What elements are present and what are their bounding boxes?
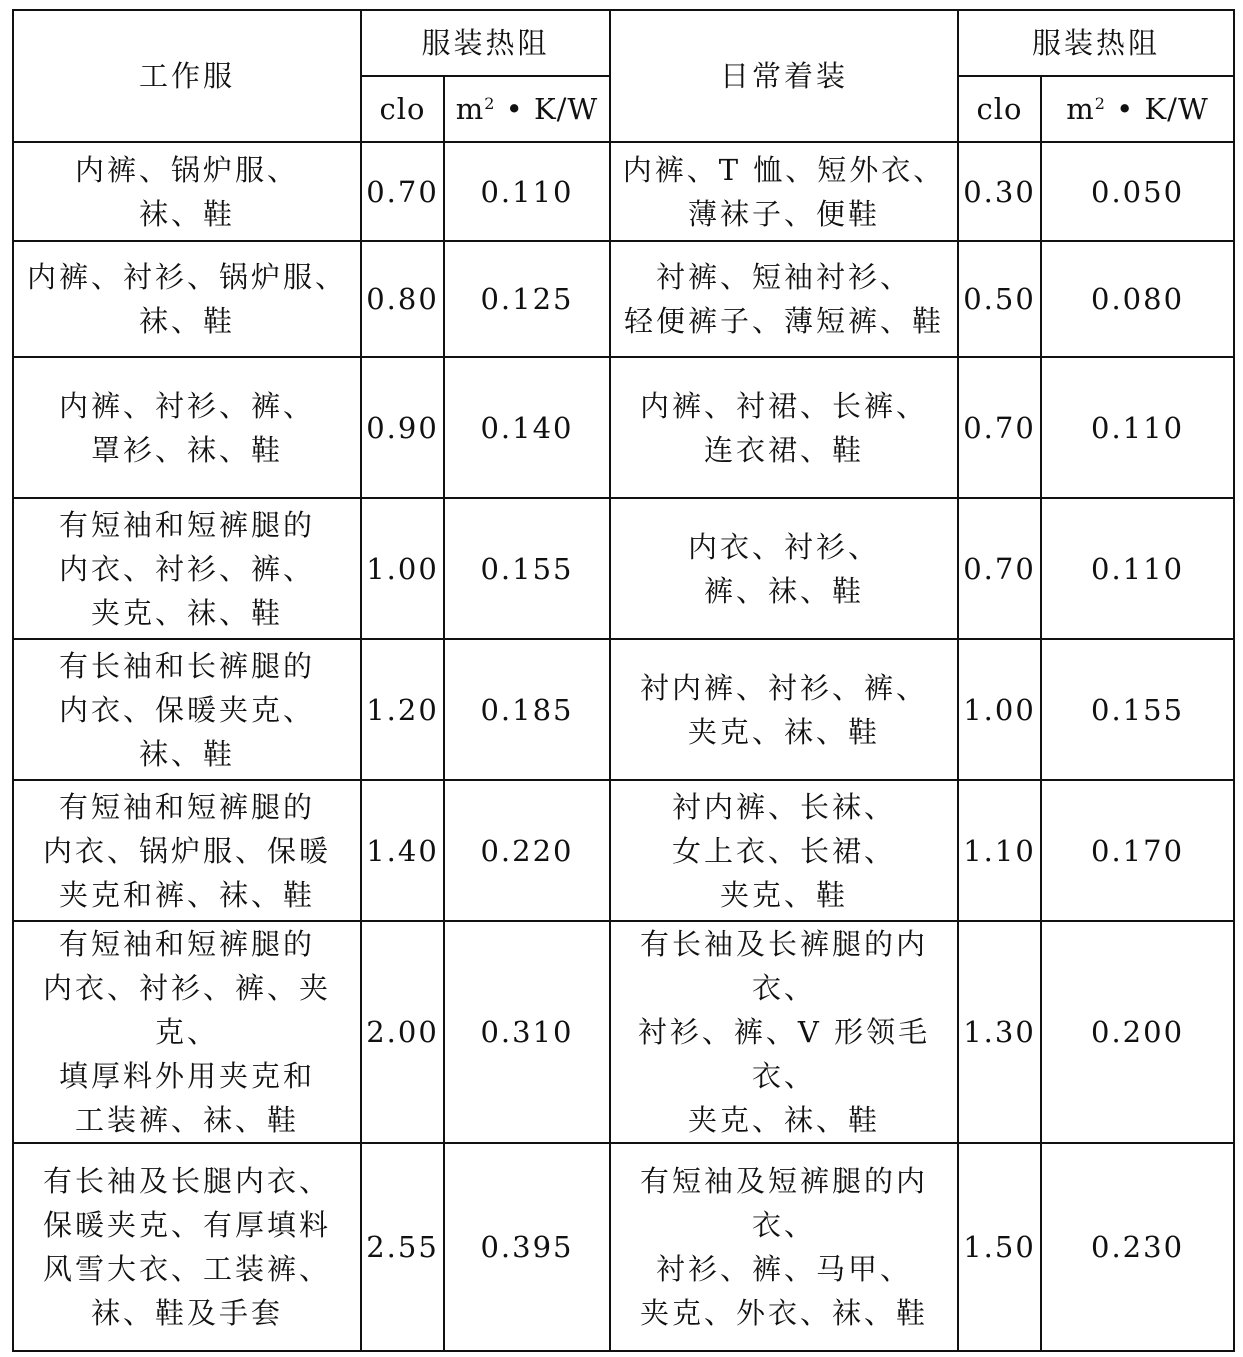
work-clothing-header: 工作服	[13, 10, 361, 142]
work-si-cell: 0.395	[444, 1143, 610, 1351]
daily-si-cell: 0.155	[1041, 639, 1234, 780]
daily-clo-cell: 1.50	[958, 1143, 1041, 1351]
daily-wear-cell: 内裤、衬裙、长裤、 连衣裙、鞋	[610, 357, 958, 498]
unit-clo-header-left: clo	[361, 76, 444, 142]
daily-clo-cell: 0.70	[958, 357, 1041, 498]
daily-wear-cell: 有长袖及长裤腿的内衣、 衬衫、裤、V 形领毛衣、 夹克、袜、鞋	[610, 921, 958, 1143]
work-si-cell: 0.125	[444, 241, 610, 357]
daily-clo-cell: 1.30	[958, 921, 1041, 1143]
work-clothing-cell: 内裤、锅炉服、 袜、鞋	[13, 142, 361, 241]
work-clothing-cell: 有长袖及长腿内衣、 保暖夹克、有厚填料 风雪大衣、工装裤、 袜、鞋及手套	[13, 1143, 361, 1351]
daily-wear-header: 日常着装	[610, 10, 958, 142]
unit-clo-header-right: clo	[958, 76, 1041, 142]
work-clo-cell: 2.00	[361, 921, 444, 1143]
work-si-cell: 0.110	[444, 142, 610, 241]
table-row	[13, 241, 1234, 357]
daily-si-cell: 0.110	[1041, 357, 1234, 498]
daily-si-cell: 0.230	[1041, 1143, 1234, 1351]
daily-wear-cell: 衬裤、短袖衬衫、 轻便裤子、薄短裤、鞋	[610, 241, 958, 357]
daily-si-cell: 0.110	[1041, 498, 1234, 639]
daily-si-cell: 0.170	[1041, 780, 1234, 921]
work-si-cell: 0.155	[444, 498, 610, 639]
daily-clo-cell: 0.70	[958, 498, 1041, 639]
daily-si-cell: 0.050	[1041, 142, 1234, 241]
work-clothing-cell: 内裤、衬衫、锅炉服、 袜、鞋	[13, 241, 361, 357]
daily-wear-cell: 有短袖及短裤腿的内衣、 衬衫、裤、马甲、 夹克、外衣、袜、鞋	[610, 1143, 958, 1351]
work-si-cell: 0.220	[444, 780, 610, 921]
daily-clo-cell: 0.30	[958, 142, 1041, 241]
work-clo-cell: 0.90	[361, 357, 444, 498]
work-clo-cell: 1.20	[361, 639, 444, 780]
daily-si-cell: 0.080	[1041, 241, 1234, 357]
table-row	[13, 921, 1234, 1143]
work-clothing-cell: 有短袖和短裤腿的 内衣、衬衫、裤、 夹克、袜、鞋	[13, 498, 361, 639]
daily-clo-cell: 1.10	[958, 780, 1041, 921]
work-clo-cell: 1.40	[361, 780, 444, 921]
daily-clo-cell: 0.50	[958, 241, 1041, 357]
daily-wear-cell: 内裤、T 恤、短外衣、 薄袜子、便鞋	[610, 142, 958, 241]
work-clothing-cell: 内裤、衬衫、裤、 罩衫、袜、鞋	[13, 357, 361, 498]
work-clothing-cell: 有短袖和短裤腿的 内衣、衬衫、裤、夹克、 填厚料外用夹克和 工装裤、袜、鞋	[13, 921, 361, 1143]
table-row	[13, 1143, 1234, 1351]
clothing-thermal-resistance-table	[12, 9, 1235, 1352]
daily-clo-cell: 1.00	[958, 639, 1041, 780]
table-row	[13, 357, 1234, 498]
table-row	[13, 142, 1234, 241]
table-row	[13, 780, 1234, 921]
daily-si-cell: 0.200	[1041, 921, 1234, 1143]
work-si-cell: 0.185	[444, 639, 610, 780]
daily-wear-cell: 内衣、衬衫、 裤、袜、鞋	[610, 498, 958, 639]
daily-wear-cell: 衬内裤、衬衫、裤、 夹克、袜、鞋	[610, 639, 958, 780]
work-clothing-cell: 有短袖和短裤腿的 内衣、锅炉服、保暖 夹克和裤、袜、鞋	[13, 780, 361, 921]
thermal-resistance-header-right: 服装热阻	[958, 10, 1234, 76]
work-si-cell: 0.310	[444, 921, 610, 1143]
work-clothing-cell: 有长袖和长裤腿的 内衣、保暖夹克、 袜、鞋	[13, 639, 361, 780]
thermal-resistance-header-left: 服装热阻	[361, 10, 610, 76]
work-clo-cell: 1.00	[361, 498, 444, 639]
unit-si-header-left: $m^2$ • K/W	[444, 76, 610, 142]
daily-wear-cell: 衬内裤、长袜、 女上衣、长裙、 夹克、鞋	[610, 780, 958, 921]
work-clo-cell: 0.70	[361, 142, 444, 241]
work-clo-cell: 0.80	[361, 241, 444, 357]
table-row	[13, 498, 1234, 639]
header-row-1	[13, 10, 1234, 76]
table-row	[13, 639, 1234, 780]
unit-si-header-right: $m^2$ • K/W	[1041, 76, 1234, 142]
work-clo-cell: 2.55	[361, 1143, 444, 1351]
work-si-cell: 0.140	[444, 357, 610, 498]
